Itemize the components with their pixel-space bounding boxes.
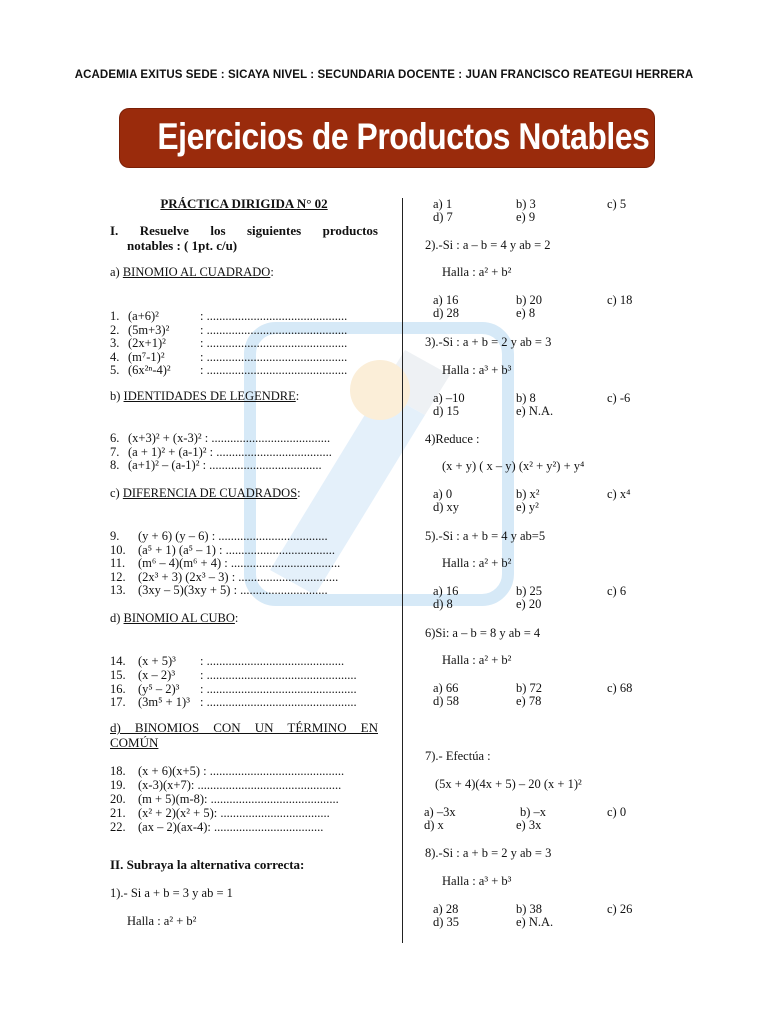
list-item-expression: (2x³ + 3) (2x³ – 3) : ................................ — [138, 569, 339, 584]
question-4-expression: (x + y) ( x – y) (x² + y²) + y⁴ — [442, 459, 585, 473]
question-3-halla: Halla : a³ + b³ — [442, 363, 512, 377]
list-item-expression: (x + 5)³ — [138, 654, 176, 668]
question-6: 6)Si: a – b = 8 y ab = 4 — [425, 626, 541, 640]
option: b) 8 — [516, 391, 536, 405]
list-item-expression: (x – 2)³ — [138, 667, 176, 682]
list-item-expression: (m⁶ – 4)(m⁶ + 4) : ................................... — [138, 556, 341, 570]
list-item-answer-line: : ................................................ — [200, 681, 357, 696]
option: b) –x — [520, 805, 547, 819]
list-item-answer-line: : ................................................ — [200, 695, 357, 710]
list-item-number: 22. — [110, 820, 126, 834]
option: d) 58 — [433, 694, 460, 708]
subsection-d: d) BINOMIO AL CUBO: — [110, 611, 239, 625]
list-item-answer-line: : ............................................. — [200, 322, 348, 337]
banner-title: Ejercicios de Productos Notables — [157, 116, 650, 157]
option: e) 20 — [516, 597, 542, 611]
list-item-number: 20. — [110, 792, 126, 806]
practice-title: PRÁCTICA DIRIGIDA N° 02 — [160, 196, 328, 211]
list-item-answer-line: : ............................................ — [200, 654, 345, 668]
option: d) 8 — [433, 597, 453, 611]
option: d) 35 — [433, 915, 460, 929]
list-item-number: 5. — [110, 363, 120, 377]
option: d) x — [424, 818, 444, 832]
section-2-instruction: II. Subraya la alternativa correcta: — [110, 857, 305, 872]
option: c) 68 — [607, 681, 633, 695]
option: c) 6 — [607, 584, 627, 598]
option: e) 8 — [516, 306, 536, 320]
list-item-answer-line: : ............................................. — [200, 336, 348, 350]
list-item-number: 21. — [110, 806, 126, 820]
option: e) y² — [516, 500, 539, 514]
list-item-expression: (m + 5)(m-8): ......................................... — [138, 792, 339, 806]
option: b) 38 — [516, 902, 543, 916]
option: e) 3x — [516, 818, 542, 832]
list-item-expression: (y + 6) (y – 6) : ................................... — [138, 529, 328, 543]
option: a) –10 — [433, 391, 465, 405]
question-1-halla: Halla : a² + b² — [127, 914, 197, 928]
list-item-number: 15. — [110, 667, 126, 682]
question-4: 4)Reduce : — [425, 432, 480, 446]
option: c) 0 — [607, 805, 627, 819]
list-item-number: 4. — [110, 349, 120, 364]
column-divider — [402, 198, 403, 943]
list-item-expression: (3xy – 5)(3xy + 5) : ............................ — [138, 583, 328, 597]
list-item-answer-line: : ................................................ — [200, 667, 357, 682]
option: b) x² — [516, 487, 540, 501]
subsection-a: a) BINOMIO AL CUADRADO: — [110, 265, 274, 279]
subsection-d2: d) BINOMIOS CON UN TÉRMINO EN COMÚN — [110, 720, 378, 750]
list-item-answer-line: : ............................................. — [200, 363, 348, 377]
option: c) -6 — [607, 391, 631, 405]
list-item-number: 14. — [110, 654, 126, 668]
list-item-number: 6. — [110, 431, 120, 445]
list-item-expression: (m⁷-1)² — [128, 349, 165, 364]
question-7-expression: (5x + 4)(4x + 5) – 20 (x + 1)² — [435, 777, 582, 791]
question-1: 1).- Si a + b = 3 y ab = 1 — [110, 886, 233, 900]
list-item-expression: (6x²ⁿ-4)² — [128, 363, 171, 377]
option: b) 3 — [516, 197, 536, 211]
option: a) 0 — [433, 487, 453, 501]
question-5-halla: Halla : a² + b² — [442, 556, 512, 570]
option: a) 66 — [433, 681, 459, 695]
list-item-expression: (y⁵ – 2)³ — [138, 681, 180, 696]
question-3: 3).-Si : a + b = 2 y ab = 3 — [425, 335, 552, 349]
option: c) x⁴ — [607, 487, 631, 501]
list-item-number: 18. — [110, 764, 126, 778]
list-item-number: 12. — [110, 569, 126, 584]
option: a) 16 — [433, 584, 459, 598]
option: e) N.A. — [516, 404, 554, 418]
list-item-expression: (x-3)(x+7): .............................................. — [138, 778, 342, 792]
question-6-halla: Halla : a² + b² — [442, 653, 512, 667]
list-item-number: 17. — [110, 695, 126, 710]
option: c) 26 — [607, 902, 633, 916]
list-item-number: 9. — [110, 529, 120, 543]
list-item-number: 7. — [110, 444, 120, 459]
list-item-number: 3. — [110, 336, 120, 350]
list-item-number: 8. — [110, 458, 120, 472]
subsection-c: c) DIFERENCIA DE CUADRADOS: — [110, 486, 301, 500]
list-item-expression: (2x+1)² — [128, 336, 166, 350]
question-2: 2).-Si : a – b = 4 y ab = 2 — [425, 238, 551, 252]
question-8: 8).-Si : a + b = 2 y ab = 3 — [425, 846, 552, 860]
option: a) 28 — [433, 902, 459, 916]
list-item-expression: (a+6)² — [128, 309, 159, 323]
question-7: 7).- Efectúa : — [425, 749, 491, 763]
option: d) xy — [433, 500, 460, 514]
list-item-number: 1. — [110, 309, 120, 323]
option: b) 25 — [516, 584, 543, 598]
list-item-expression: (x² + 2)(x² + 5): ................................... — [138, 806, 330, 820]
option: b) 72 — [516, 681, 543, 695]
list-item-expression: (a + 1)² + (a-1)² : ..................................... — [128, 444, 332, 459]
option: c) 5 — [607, 197, 627, 211]
list-item-answer-line: : ............................................. — [200, 309, 348, 323]
section-1-instruction: I. Resuelve los siguientes productos — [110, 223, 378, 238]
list-item-number: 13. — [110, 583, 126, 597]
option: a) 16 — [433, 293, 459, 307]
list-item-expression: (5m+3)² — [128, 322, 170, 337]
option: a) –3x — [424, 805, 456, 819]
option: b) 20 — [516, 293, 543, 307]
option: d) 28 — [433, 306, 460, 320]
list-item-expression: (a+1)² – (a-1)² : .................................... — [128, 458, 322, 472]
option: e) 78 — [516, 694, 542, 708]
section-1-instruction-cont: notables : ( 1pt. c/u) — [127, 238, 238, 253]
option: d) 15 — [433, 404, 460, 418]
list-item-expression: (x + 6)(x+5) : ........................................... — [138, 764, 345, 778]
subsection-b: b) IDENTIDADES DE LEGENDRE: — [110, 389, 300, 403]
list-item-expression: (ax – 2)(ax-4): ................................... — [138, 820, 324, 834]
list-item-expression: (3m⁵ + 1)³ — [138, 695, 190, 710]
question-2-halla: Halla : a² + b² — [442, 265, 512, 279]
list-item-number: 11. — [110, 556, 126, 570]
list-item-expression: (x+3)² + (x-3)² : ...................................... — [128, 431, 331, 445]
list-item-number: 2. — [110, 322, 120, 337]
question-5: 5).-Si : a + b = 4 y ab=5 — [425, 529, 546, 543]
option: e) N.A. — [516, 915, 554, 929]
list-item-expression: (a⁵ + 1) (a⁵ – 1) : ................................... — [138, 542, 335, 557]
title-banner — [120, 109, 654, 167]
option: a) 1 — [433, 197, 453, 211]
list-item-answer-line: : ............................................. — [200, 349, 348, 364]
option: d) 7 — [433, 210, 453, 224]
list-item-number: 10. — [110, 542, 126, 557]
option: e) 9 — [516, 210, 536, 224]
page-header: ACADEMIA EXITUS SEDE : SICAYA NIVEL : SECUNDARIA DOCENTE : JUAN FRANCISCO REATEGUI HERRERA — [74, 69, 694, 81]
list-item-number: 19. — [110, 778, 126, 792]
option: c) 18 — [607, 293, 633, 307]
list-item-number: 16. — [110, 681, 126, 696]
question-8-halla: Halla : a³ + b³ — [442, 874, 512, 888]
